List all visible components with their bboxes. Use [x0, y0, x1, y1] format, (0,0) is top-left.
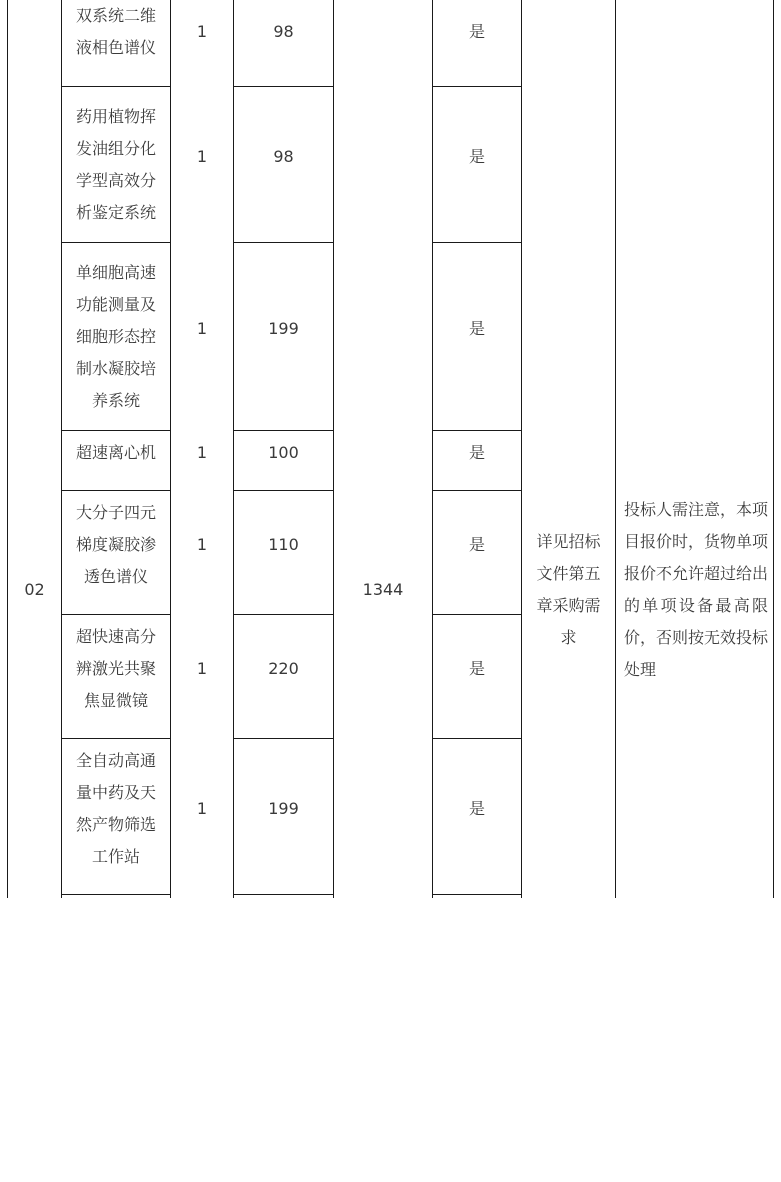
group-number-cell: [8, 558, 61, 622]
note-cell: [616, 494, 773, 686]
item-name-cell: [62, 431, 170, 475]
item-limit: 220: [268, 659, 299, 678]
item-qty: 1: [196, 22, 208, 41]
item-qty-cell: [171, 739, 233, 879]
item-name-cell: [62, 615, 170, 723]
item-flag-cell: [433, 739, 521, 879]
table-border-right: [773, 0, 774, 898]
item-qty-cell: [171, 431, 233, 475]
item-flag-cell: [433, 491, 521, 599]
item-name-cell: [62, 0, 170, 64]
item-limit: 199: [268, 318, 299, 338]
item-limit: 110: [268, 535, 299, 554]
item-name: 超速离心机: [75, 443, 156, 462]
item-name-cell: [62, 243, 170, 430]
item-flag-cell: [433, 87, 521, 226]
item-flag-cell: [433, 0, 521, 64]
table-column-divider: [521, 0, 522, 898]
requirement-ref-cell: [522, 526, 615, 654]
item-limit-cell: [234, 431, 333, 475]
item-qty: 1: [196, 659, 208, 678]
item-qty: 1: [196, 799, 208, 818]
row-divider: [432, 894, 522, 895]
item-limit: 100: [268, 443, 299, 462]
item-name-cell: [62, 491, 170, 599]
table-column-divider: [333, 0, 334, 898]
item-qty-cell: [171, 615, 233, 723]
item-qty-cell: [171, 0, 233, 64]
item-limit: 98: [273, 146, 294, 166]
row-divider: [233, 894, 334, 895]
item-limit-cell: [234, 739, 333, 879]
item-limit-cell: [234, 491, 333, 599]
budget-total-cell: [334, 558, 432, 622]
item-limit-cell: [234, 615, 333, 723]
item-qty: 1: [196, 318, 208, 338]
item-flag: 是: [468, 443, 485, 462]
item-name: 超快速高分辨激光共聚焦显微镜: [75, 627, 156, 710]
item-limit: 98: [273, 22, 294, 41]
item-flag: 是: [468, 22, 485, 41]
item-qty-cell: [171, 243, 233, 414]
item-name: 全自动高通量中药及天然产物筛选工作站: [75, 751, 156, 866]
item-flag: 是: [468, 146, 485, 166]
item-limit: 199: [268, 799, 299, 818]
budget-total: 1344: [362, 580, 404, 599]
item-limit-cell: [234, 87, 333, 226]
item-limit-cell: [234, 243, 333, 414]
item-qty: 1: [196, 443, 208, 462]
row-divider: [61, 894, 171, 895]
item-name-cell: [62, 87, 170, 242]
item-flag: 是: [468, 535, 485, 554]
requirement-ref: 详见招标文件第五章采购需求: [536, 532, 601, 647]
item-qty-cell: [171, 491, 233, 599]
table-column-divider: [615, 0, 616, 898]
item-flag: 是: [468, 799, 485, 818]
item-name: 大分子四元梯度凝胶渗透色谱仪: [75, 503, 156, 586]
item-qty: 1: [196, 535, 208, 554]
item-flag: 是: [468, 318, 485, 338]
group-number: 02: [24, 580, 45, 599]
item-qty-cell: [171, 87, 233, 226]
item-flag: 是: [468, 659, 485, 678]
bidder-note: 投标人需注意，本项目报价时，货物单项报价不允许超过给出的单项设备最高限价，否则按无效投标处理: [624, 500, 769, 679]
item-limit-cell: [234, 0, 333, 64]
item-name-cell: [62, 739, 170, 879]
item-flag-cell: [433, 243, 521, 414]
item-flag-cell: [433, 431, 521, 475]
item-name: 单细胞高速功能测量及细胞形态控制水凝胶培养系统: [75, 262, 156, 410]
item-flag-cell: [433, 615, 521, 723]
item-name: 双系统二维液相色谱仪: [75, 6, 156, 57]
item-name: 药用植物挥发油组分化学型高效分析鉴定系统: [75, 106, 156, 222]
item-qty: 1: [196, 146, 208, 166]
